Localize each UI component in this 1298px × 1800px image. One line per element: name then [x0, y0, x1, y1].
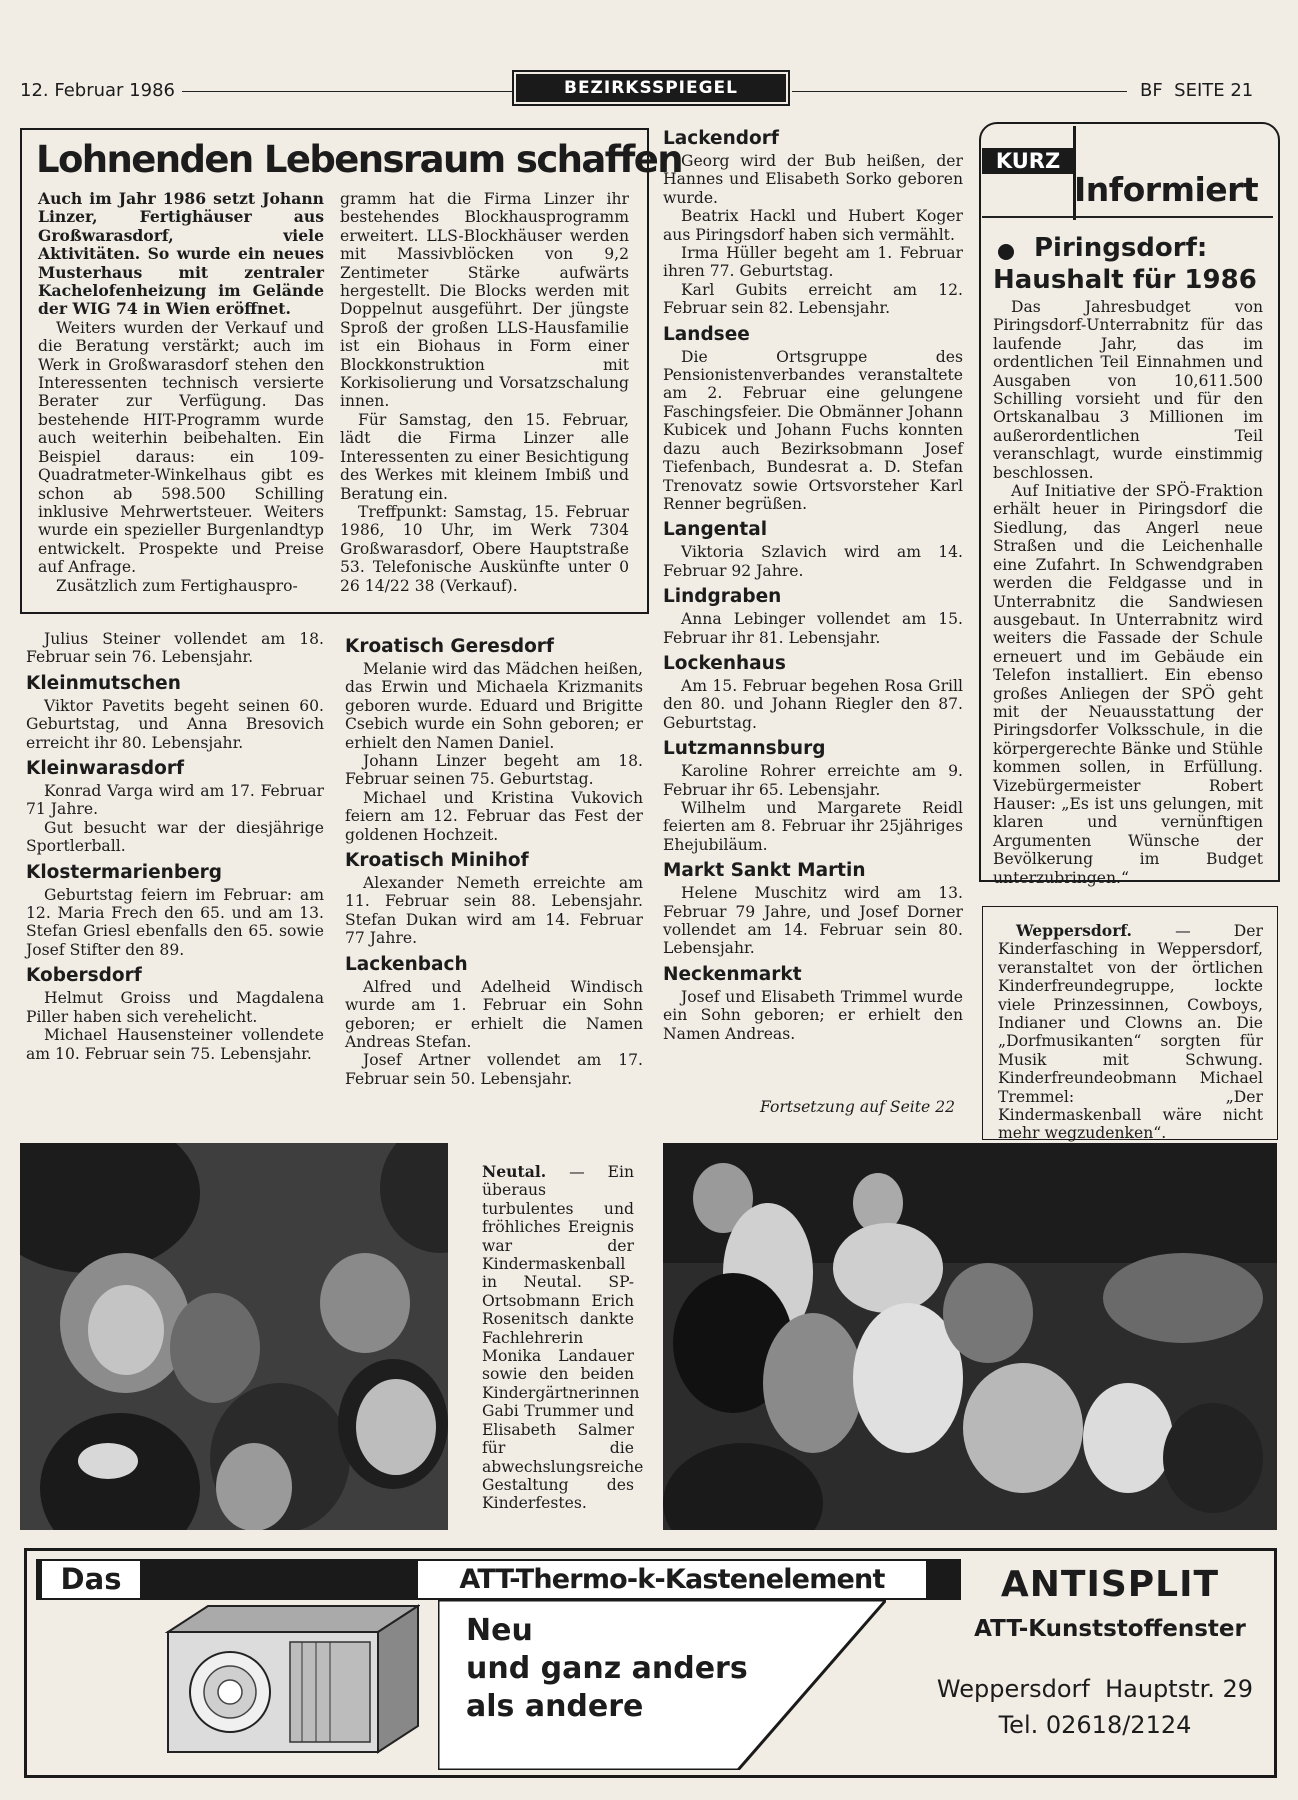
- news-item: Michael und Kristina Vukovich feiern am 12. Februar das Fest der goldenen Hochzeit.: [345, 788, 643, 844]
- news-item: Julius Steiner vollendet am 18. Februar sein 76. Lebensjahr.: [26, 630, 324, 667]
- news-item: Karl Gubits erreicht am 12. Februar sein 82. Lebensjahr.: [663, 280, 963, 318]
- place-heading: Kroatisch Geresdorf: [345, 636, 554, 657]
- news-item: Karoline Rohrer erreichte am 9. Februar ihr 65. Lebensjahr.: [663, 762, 963, 799]
- news-item: Viktoria Szlavich wird am 14. Februar 92 Jahre.: [663, 543, 963, 580]
- news-item: Helene Muschitz wird am 13. Februar 79 Jahre, und Josef Dorner vollendet am 14. Februar sein 80. Lebensjahr.: [663, 884, 963, 958]
- weppersdorf-body: — Der Kinderfasching in Weppersdorf, veranstaltet von der örtlichen Kinderfreundegruppe, lockte viele Prinzessinnen, Cowboys, Indianer und Clowns an. Die „Dorfmusikanten“ sorgten für Musik mit Schwung. Kinderfreundeobmann Michael Tremmel: „Der Kindermaskenball wäre nicht mehr wegzudenken“.: [998, 922, 1263, 1143]
- news-item: Johann Linzer begeht am 18. Februar seinen 75. Geburtstag.: [345, 752, 643, 789]
- news-item: Josef Artner vollendet am 17. Februar sein 50. Lebensjahr.: [345, 1051, 643, 1088]
- ad-slogan: [466, 1612, 748, 1726]
- header-rule-right: [792, 91, 1127, 92]
- ad-brand-sub: ATT-Kunststoffenster: [974, 1616, 1246, 1642]
- main-article-paragraph: Weiters wurden der Verkauf und die Beratung verstärkt; auch im Werk in Großwarasdorf stehen den Interessenten technisch versierte Berater zur Verfügung. Das bestehende HIT-Programm wurde auch weiterhin beibehalten. Ein Beispiel daraus: ein 109-Quadratmeter-Winkelhaus gibt es schon ab 598.500 Schilling inklusive Mehrwertsteuer. Weiters wurde ein spezieller Burgenlandtyp entwickelt. Prospekte und Preise auf Anfrage.: [38, 318, 324, 577]
- main-article-title: Lohnenden Lebensraum schaffen: [36, 138, 683, 181]
- neutal-caption: [462, 1162, 644, 1513]
- news-item: Melanie wird das Mädchen heißen, das Erwin und Michaela Krizmanits geboren wurde. Eduard und Brigitte Csebich wurde ein Sohn geboren; er erhielt den Namen Daniel.: [345, 660, 643, 752]
- news-column-a: [26, 630, 324, 1063]
- ad-slogan-line-2: und ganz anders: [466, 1651, 748, 1686]
- ad-address: Weppersdorf Hauptstr. 29: [936, 1675, 1254, 1703]
- news-item: Wilhelm und Margarete Reidl feierten am 8. Februar ihr 25jähriges Ehejubiläum.: [663, 798, 963, 854]
- ad-phone: Tel. 02618/2124: [998, 1711, 1192, 1739]
- main-article-paragraph: gramm hat die Firma Linzer ihr bestehendes Blockhausprogramm erweitert. LLS-Blockhäuser werden mit Massivblöcken von 9,2 Zentimeter Stärke aufwärts hergestellt. Die Blocks werden mit Doppelnut ausgeführt. Der jüngste Sproß der großen LLS-Hausfamilie ist ein Biohaus in Form einer Blockkonstruktion mit Korkisolierung und Vorsatzschalung innen.: [340, 190, 629, 411]
- place-heading: Langental: [663, 519, 768, 541]
- weppersdorf-place: Weppersdorf.: [1016, 921, 1132, 940]
- place-heading: Lockenhaus: [663, 652, 786, 674]
- kurz-bullet: [998, 244, 1014, 260]
- main-article-col1: [38, 190, 324, 595]
- news-item: Helmut Groiss und Magdalena Piller haben sich verehelicht.: [26, 989, 324, 1026]
- news-item: Alfred und Adelheid Windisch wurde am 1. Februar ein Sohn geboren; er erhielt die Namen Andreas Stefan.: [345, 977, 643, 1051]
- section-label: BEZIRKSSPIEGEL: [516, 74, 786, 102]
- news-item: Konrad Varga wird am 17. Februar 71 Jahre.: [26, 782, 324, 819]
- place-heading: Lindgraben: [663, 586, 782, 608]
- news-item: Beatrix Hackl und Hubert Koger aus Piringsdorf haben sich vermählt.: [663, 207, 963, 244]
- ad-product-name: ATT-Thermo-k-Kastenelement: [418, 1561, 926, 1598]
- news-item: Am 15. Februar begehen Rosa Grill den 80. und Johann Riegler den 87. Geburtstag.: [663, 676, 963, 732]
- header-date: 12. Februar 1986: [20, 80, 175, 101]
- main-article-lead: Auch im Jahr 1986 setzt Johann Linzer, Fertighäuser aus Großwarasdorf, viele Aktivitäten. So wurde ein neues Musterhaus mit zentraler Kachelofenheizung im Gelände der WIG 74 in Wien eröffnet.: [38, 189, 324, 319]
- main-article-col2: [340, 190, 629, 595]
- news-column-c: [663, 122, 963, 1043]
- main-article-paragraph: Zusätzlich zum Fertighauspro-: [56, 576, 298, 595]
- place-heading: Lackendorf: [663, 128, 779, 149]
- news-item: Alexander Nemeth erreichte am 11. Februar sein 88. Lebensjahr. Stefan Dukan wird am 14. Februar 77 Jahre.: [345, 874, 643, 948]
- kurz-headline-2: Haushalt für 1986: [993, 265, 1257, 295]
- kurz-badge: KURZ: [982, 148, 1074, 174]
- news-item: Georg wird der Bub heißen, der Hannes und Elisabeth Sorko geboren wurde.: [663, 152, 963, 207]
- ad-window-element-image: [160, 1602, 420, 1762]
- place-heading: Kobersdorf: [26, 965, 142, 987]
- news-item: Geburtstag feiern im Februar: am 12. Maria Frech den 65. und am 13. Stefan Griesl ebenfalls den 65. sowie Josef Stifter den 89.: [26, 885, 324, 959]
- place-heading: Landsee: [663, 323, 750, 345]
- ad-brand: ANTISPLIT: [1000, 1564, 1220, 1605]
- place-heading: Kroatisch Minihof: [345, 850, 529, 872]
- kurz-body: [993, 298, 1263, 887]
- continuation-note: Fortsetzung auf Seite 22: [760, 1098, 956, 1116]
- news-item: Josef und Elisabeth Trimmel wurde ein Sohn geboren; er erhielt den Namen Andreas.: [663, 987, 963, 1043]
- ad-slogan-line-1: Neu: [466, 1613, 533, 1648]
- place-heading: Kleinwarasdorf: [26, 758, 185, 780]
- place-heading: Klostermarienberg: [26, 861, 223, 883]
- page-number: BF SEITE 21: [1140, 80, 1254, 101]
- neutal-body: — Ein überaus turbulentes und fröhliches Ereignis war der Kindermaskenball in Neutal. SP-Ortsobmann Erich Rosenitsch dankte Fachlehrerin Monika Landauer sowie den beiden Kindergärtnerinnen Gabi Trummer und Elisabeth Salmer für die abwechslungsreiche Gestaltung des Kinderfestes.: [482, 1163, 644, 1513]
- place-heading: Lutzmannsburg: [663, 738, 826, 760]
- news-column-b: [345, 630, 643, 1088]
- kurz-title: Informiert: [1074, 170, 1259, 209]
- ad-das: Das: [42, 1561, 140, 1598]
- main-article-paragraph: Treffpunkt: Samstag, 15. Februar 1986, 10 Uhr, im Werk 7304 Großwarasdorf, Obere Hauptstraße 53. Telefonische Auskünfte unter 0 26 14/22 38 (Verkauf).: [340, 502, 629, 595]
- main-article-paragraph: Für Samstag, den 15. Februar, lädt die Firma Linzer alle Interessenten zu einer Besichtigung des Werkes mit kleinem Imbiß und Beratung ein.: [340, 410, 629, 503]
- kurz-title-rule: [982, 216, 1273, 218]
- kurz-paragraph: Auf Initiative der SPÖ-Fraktion erhält heuer in Piringsdorf die Siedlung, das Angerl neue Straßen und die Leichenhalle eine Zufahrt. In Schwendgraben werden die Feldgasse und in Unterrabnitz die Sandwiesen ausgebaut. In Unterrabnitz wird weiters die Fassade der Schule erneuert und im Gebäude ein Telefon installiert. Ein ebenso großes Anliegen der SPÖ geht mit der Neuausstattung der Piringsdorfer Volksschule, in die körpergerechte Bänke und Stühle kommen sollen, in Erfüllung. Vizebürgermeister Robert Hauser: „Es ist uns gelungen, mit klaren und vernünftigen Argumenten Wünsche der Bevölkerung im Budget unterzubringen.“: [993, 482, 1263, 887]
- place-heading: Neckenmarkt: [663, 963, 802, 985]
- news-item: Michael Hausensteiner vollendete am 10. Februar sein 75. Lebensjahr.: [26, 1026, 324, 1063]
- place-heading: Markt Sankt Martin: [663, 860, 866, 882]
- kurz-headline-1: Piringsdorf:: [1034, 233, 1208, 263]
- neutal-place: Neutal.: [482, 1162, 547, 1181]
- ad-slogan-line-3: als andere: [466, 1689, 644, 1724]
- news-item: Die Ortsgruppe des Pensionistenverbandes veranstaltete am 2. Februar eine gelungene Faschingsfeier. Die Obmänner Johann Kubicek und Johann Fuchs konnten dazu auch Bezirksobmann Josef Tiefenbach, Bundesrat a. D. Stefan Trenovatz sowie Ortsvorsteher Karl Renner begrüßen.: [663, 347, 963, 513]
- place-heading: Kleinmutschen: [26, 672, 181, 694]
- news-item: Viktor Pavetits begeht seinen 60. Geburtstag, und Anna Bresovich erreicht ihr 80. Lebensjahr.: [26, 696, 324, 752]
- photo-weppersdorf-fasching: [663, 1143, 1277, 1530]
- news-item: Irma Hüller begeht am 1. Februar ihren 77. Geburtstag.: [663, 244, 963, 281]
- photo-neutal-children: [20, 1143, 448, 1530]
- news-item: Gut besucht war der diesjährige Sportlerball.: [26, 818, 324, 856]
- kurz-paragraph: Das Jahresbudget von Piringsdorf-Unterrabnitz für das laufende Jahr, das im ordentlichen Teil Einnahmen und Ausgaben von 10,611.500 Schilling vorsieht und für den Ortskanalbau 3 Millionen im außerordentlichen Teil veranschlagt, wurde einstimmig beschlossen.: [993, 298, 1263, 482]
- place-heading: Lackenbach: [345, 953, 468, 975]
- news-item: Anna Lebinger vollendet am 15. Februar ihr 81. Lebensjahr.: [663, 610, 963, 647]
- header-rule-left: [182, 91, 512, 92]
- weppersdorf-text: [998, 922, 1263, 1143]
